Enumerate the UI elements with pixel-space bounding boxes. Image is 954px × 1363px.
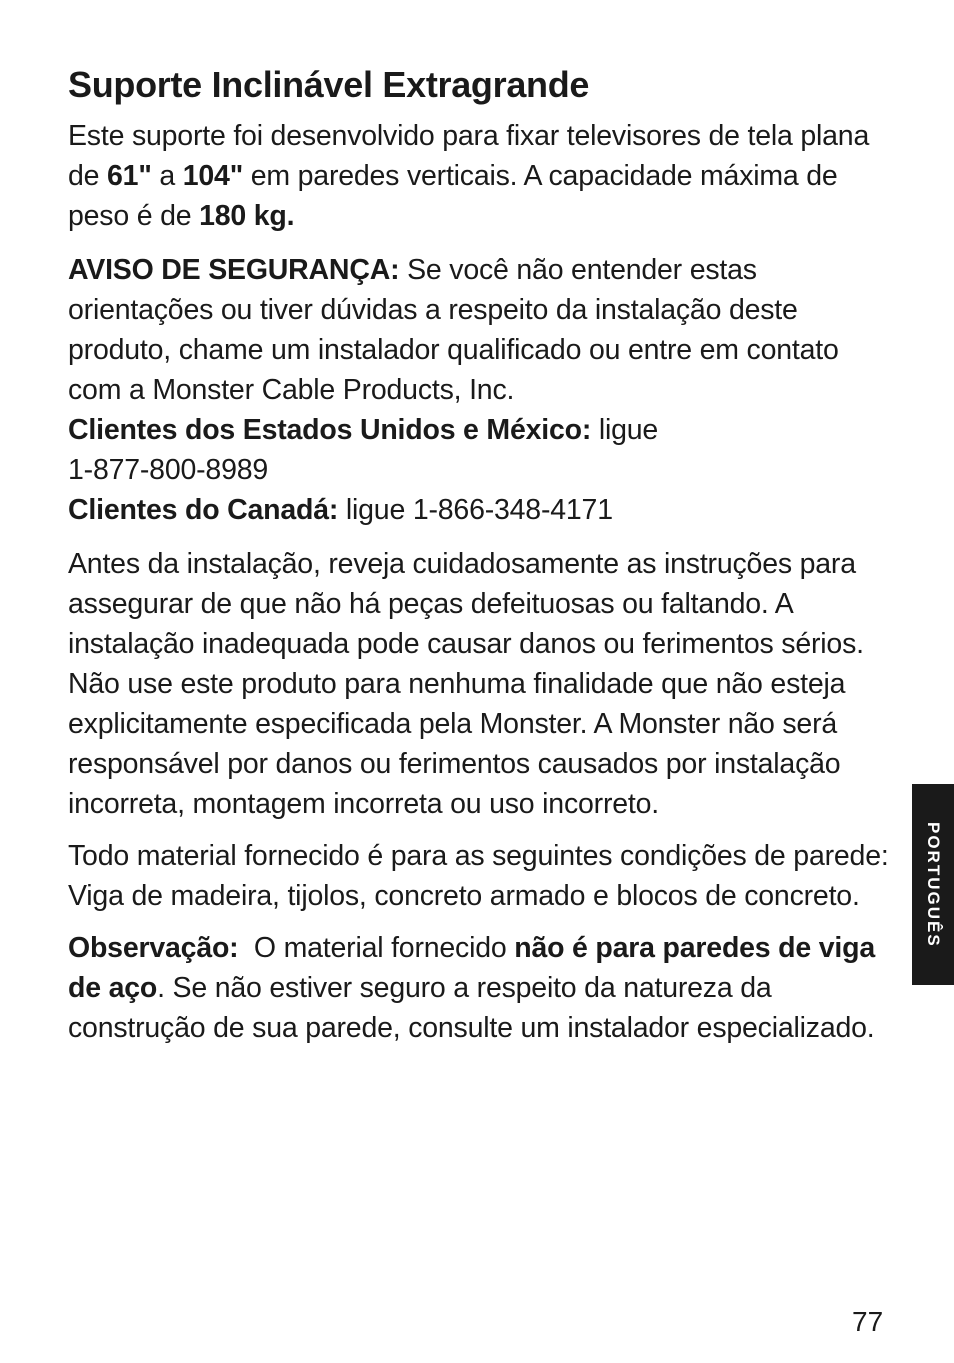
before-install-paragraph: Antes da instalação, reveja cuidadosamente as instruções para assegurar de que não há peças defeituosas ou faltando. A instalação inadequada pode causar danos ou ferimentos sérios. Não use este produto para nenhuma finalidade que não esteja explicitamente especificada pela Monster. A Monster não será responsável por danos ou ferimentos causados por instalação incorreta, montagem incorreta ou uso incorreto. [68,548,864,820]
intro-paragraph [68,116,898,236]
page-number: 77 [852,1306,884,1337]
note-label: Observação: [68,932,239,964]
note-text-1: O material fornecido [238,932,515,964]
language-side-tab [912,784,954,985]
page-title: Suporte Inclinável Extragrande [68,64,590,105]
min-size: 61" [107,160,152,192]
ca-contact-label: Clientes do Canadá: [68,494,339,526]
us-contact-text: ligue [591,414,659,446]
note-text-2: . Se não estiver seguro a respeito da natureza da construção de sua parede, consulte um instalador especializado. [68,972,875,1044]
ca-contact-text: ligue 1-866-348-4171 [338,494,613,526]
language-label: PORTUGUÊS [924,821,943,948]
ca-contact [68,490,898,530]
max-weight: 180 kg. [199,200,295,232]
warning-paragraph [68,250,898,410]
us-contact-label: Clientes dos Estados Unidos e México: [68,414,592,446]
warning-text: Se você não entender estas orientações ou tiver dúvidas a respeito da instalação deste produto, chame um instalador qualificado ou entre em contato com a Monster Cable Products, Inc. [68,254,839,406]
warning-label: AVISO DE SEGURANÇA: [68,254,400,286]
page-content [68,60,898,1048]
note-bold: não é para paredes de viga de aço [68,932,875,1004]
intro-text-3: em paredes verticais. A capacidade máxima de peso é de [68,160,838,232]
us-contact-phone: 1-877-800-8989 [68,454,269,486]
intro-text-2: a [151,160,183,192]
note-paragraph [68,928,898,1048]
us-contact [68,410,898,490]
max-size: 104" [182,160,244,192]
intro-text-1: Este suporte foi desenvolvido para fixar televisores de tela plana de [68,120,870,192]
materials-paragraph: Todo material fornecido é para as seguintes condições de parede: Viga de madeira, tijolos, concreto armado e blocos de concreto. [68,840,889,912]
